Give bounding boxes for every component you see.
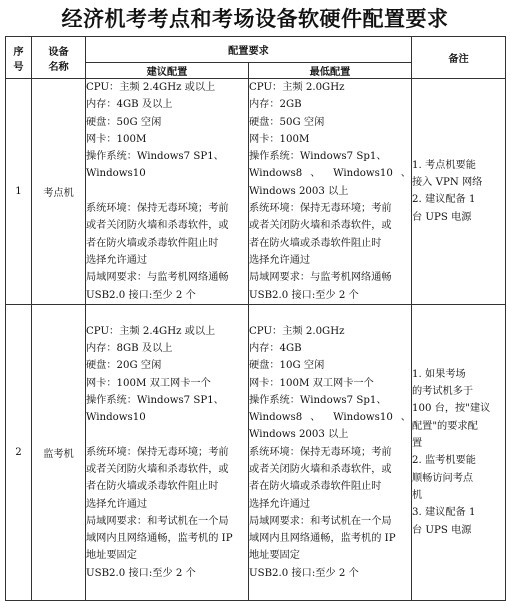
- config-line: CPU：主频 2.4GHz 或以上: [86, 325, 216, 337]
- config-line: 硬盘：50G 空闲: [249, 116, 325, 128]
- config-line: 系统环境：保持无毒环境；考前: [249, 203, 392, 215]
- row-number: 1: [6, 79, 32, 305]
- minimum-config: [249, 79, 412, 305]
- config-line: 者在防火墙或杀毒软件阻止时: [249, 481, 382, 493]
- config-line: 内存：4GB: [249, 342, 302, 354]
- config-line: 网卡：100M: [86, 133, 147, 145]
- config-line: Windows10: [86, 412, 146, 424]
- header-no: [6, 37, 32, 79]
- config-line: 选择允许通过: [249, 254, 311, 266]
- config-line: 操作系统：Windows7 SP1、: [86, 151, 224, 163]
- config-line: Windows8 、 Windows10 、: [249, 168, 411, 180]
- config-line: 内存：4GB 及以上: [86, 99, 173, 111]
- config-line: USB2.0 接口:至少 2 个: [249, 567, 359, 579]
- config-line: USB2.0 接口:至少 2 个: [86, 289, 196, 301]
- config-line: 网卡：100M 双工网卡一个: [86, 377, 211, 389]
- config-line: 操作系统：Windows7 SP1、: [86, 394, 224, 406]
- config-line: 网卡：100M: [249, 133, 310, 145]
- remark-line: 100 台，按"建议: [412, 403, 491, 415]
- remark-line: 机: [412, 489, 423, 501]
- remark-line: 台 UPS 电源: [412, 524, 472, 536]
- config-line: 者在防火墙或杀毒软件阻止时: [86, 481, 219, 493]
- config-line: USB2.0 接口:至少 2 个: [249, 289, 359, 301]
- table-row: [6, 304, 506, 600]
- config-line: 者在防火墙或杀毒软件阻止时: [86, 237, 219, 249]
- config-line: 系统环境：保持无毒环境；考前: [249, 446, 392, 458]
- minimum-config: [249, 304, 412, 600]
- header-remark: 备注: [412, 37, 506, 79]
- config-line: 局域网要求：与监考机网络通畅: [86, 272, 229, 284]
- config-line: 或者关闭防火墙和杀毒软件，或: [249, 220, 392, 232]
- header-config-group: 配置要求: [86, 37, 412, 63]
- header-no-line1: 序: [13, 45, 24, 58]
- config-line: 地址要固定: [86, 550, 137, 562]
- config-line: 局域网要求：和考试机在一个局: [86, 515, 229, 527]
- config-line: 选择允许通过: [249, 498, 311, 510]
- remark-line: 2. 监考机要能: [412, 455, 476, 467]
- header-device-line2: 名称: [48, 60, 69, 73]
- recommended-config: [86, 304, 249, 600]
- config-line: 局域网要求：与监考机网络通畅: [249, 272, 392, 284]
- header-device-name: [32, 37, 86, 79]
- header-device-line1: 设备: [48, 45, 69, 58]
- config-spacer: [86, 426, 248, 443]
- config-line: 网卡：100M 双工网卡一个: [249, 377, 374, 389]
- config-line: 内存：8GB 及以上: [86, 342, 173, 354]
- config-line: Windows8 、 Windows10 、: [249, 412, 411, 424]
- table-row: [6, 79, 506, 305]
- remark-line: 置: [412, 438, 423, 450]
- row-number: 2: [6, 304, 32, 600]
- remark-line: 的考试机多于: [412, 386, 474, 398]
- remark-line: 接入 VPN 网络: [412, 177, 483, 189]
- remark-line: 配置"的要求配: [412, 420, 478, 432]
- header-recommended: 建议配置: [86, 63, 249, 79]
- remark-line: 1. 考点机要能: [412, 159, 476, 171]
- document-title: 经济机考考点和考场设备软硬件配置要求: [61, 6, 449, 31]
- config-line: 操作系统：Windows7 Sp1、: [249, 394, 387, 406]
- config-line: 域网内且网络通畅，监考机的 IP: [249, 533, 396, 545]
- config-line: Windows10: [86, 168, 146, 180]
- config-line: 系统环境：保持无毒环境；考前: [86, 203, 229, 215]
- remark-line: 台 UPS 电源: [412, 211, 472, 223]
- config-line: 操作系统：Windows7 Sp1、: [249, 151, 387, 163]
- config-table: [5, 36, 506, 601]
- config-spacer: [86, 183, 248, 200]
- config-line: CPU：主频 2.0GHz: [249, 325, 345, 337]
- config-line: 或者关闭防火墙和杀毒软件，或: [86, 220, 229, 232]
- config-line: 局域网要求：和考试机在一个局: [249, 515, 392, 527]
- config-line: 地址要固定: [249, 550, 300, 562]
- config-line: 系统环境：保持无毒环境；考前: [86, 446, 229, 458]
- recommended-config: [86, 79, 249, 305]
- remark-line: 2. 建议配备 1: [412, 194, 476, 206]
- config-line: 选择允许通过: [86, 498, 148, 510]
- device-name: 监考机: [32, 304, 86, 600]
- remark: [412, 79, 506, 305]
- config-line: 硬盘：50G 空闲: [86, 116, 162, 128]
- config-line: Windows 2003 以上: [249, 429, 349, 441]
- remark-line: 1. 如果考场: [412, 368, 466, 380]
- config-line: CPU：主频 2.0GHz: [249, 82, 345, 93]
- config-line: CPU：主频 2.4GHz 或以上: [86, 82, 216, 93]
- remark: [412, 304, 506, 600]
- config-line: 或者关闭防火墙和杀毒软件，或: [86, 464, 229, 475]
- config-line: USB2.0 接口:至少 2 个: [86, 567, 196, 579]
- config-line: 或者关闭防火墙和杀毒软件，或: [249, 464, 392, 475]
- config-line: 内存：2GB: [249, 99, 302, 111]
- config-line: 硬盘：10G 空闲: [249, 360, 325, 372]
- config-line: 者在防火墙或杀毒软件阻止时: [249, 237, 382, 249]
- config-line: 选择允许通过: [86, 254, 148, 266]
- remark-line: 顺畅访问考点: [412, 472, 474, 484]
- header-minimum: 最低配置: [249, 63, 412, 79]
- header-row-main: [6, 37, 506, 63]
- config-line: 域网内且网络通畅，监考机的 IP: [86, 533, 233, 545]
- remark-line: 3. 建议配备 1: [412, 507, 476, 519]
- config-line: Windows 2003 以上: [249, 185, 349, 197]
- device-name: 考点机: [32, 79, 86, 305]
- header-no-line2: 号: [13, 60, 24, 73]
- config-line: 硬盘：20G 空闲: [86, 360, 162, 372]
